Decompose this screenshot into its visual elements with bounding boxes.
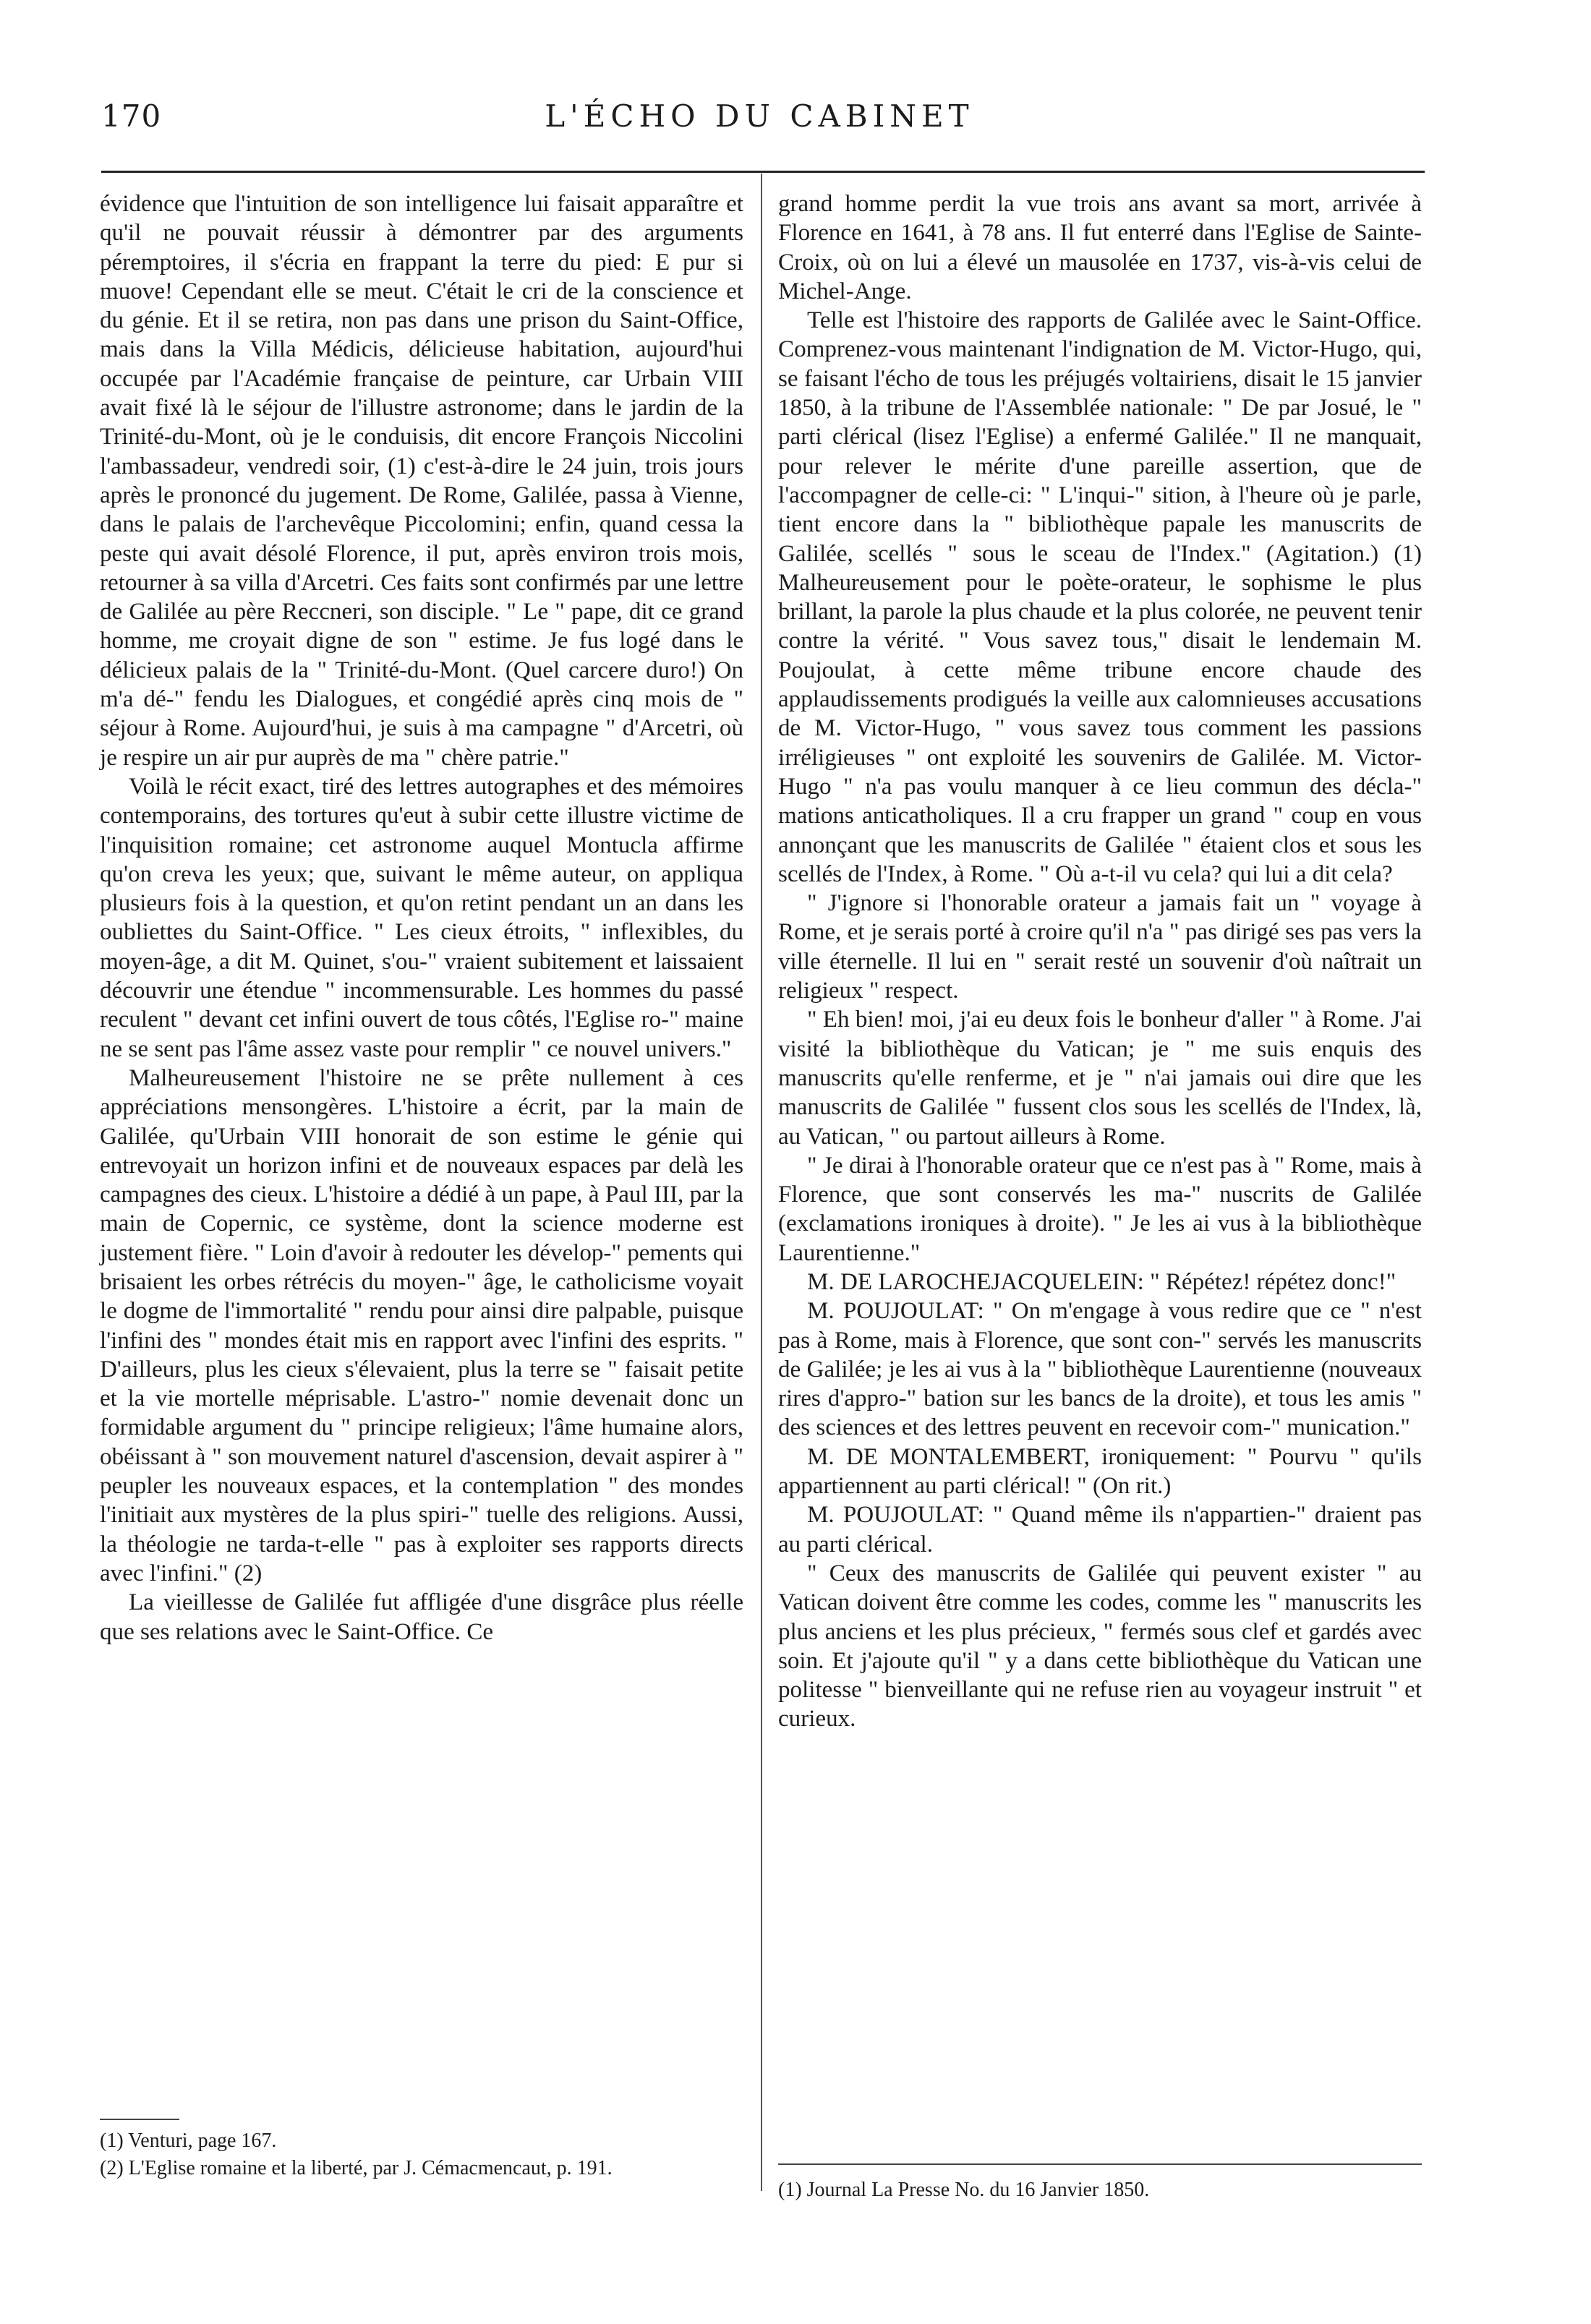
paragraph: grand homme perdit la vue trois ans avant sa mort, arrivée à Florence en 1641, à 78 ans. Il fut enterré dans l'Eglise de Sainte-Croix, où on lui a élevé un mausolée en 1737, vis-à-vis celui de Michel-Ange. bbox=[778, 191, 1422, 304]
paragraph: M. POUJOULAT: " Quand même ils n'appartien-" draient pas au parti clérical. bbox=[778, 1502, 1422, 1558]
page-header bbox=[101, 98, 1417, 149]
paragraph: " Ceux des manuscrits de Galilée qui peuvent exister " au Vatican doivent être comme les codes, comme les " manuscrits les plus anciens et les plus précieux, " fermés sous clef et gardés avec soin. Et j'ajoute qu'il " y a dans cette bibliothèque du Vatican une politesse " bienveillante qui ne refuse rien au voyageur instruit " et curieux. bbox=[778, 1560, 1422, 1733]
paragraph: M. DE LAROCHEJACQUELEIN: " Répétez! répétez donc!" bbox=[807, 1268, 1396, 1295]
footnote: (1) Venturi, page 167. bbox=[100, 2129, 277, 2152]
paragraph: Malheureusement l'histoire ne se prête nullement à ces appréciations mensongères. L'histoire a écrit, par la main de Galilée, qu'Urbain VIII honorait de son estime le génie qui entrevoyait un horizon infini et de nouveaux espaces par delà les campagnes des cieux. L'histoire a dédié à un pape, à Paul III, par la main de Copernic, ce système, dont la science moderne est justement fière. " Loin d'avoir à redouter les dévelop-" pements qui brisaient les orbes rétrécis du moyen-" âge, le catholicisme voyait le dogme de l'immortalité " rendu pour ainsi dire palpable, puisque l'infini des " mondes était mis en rapport avec l'infini des esprits. " D'ailleurs, plus les cieux s'élevaient, plus la terre se " faisait petite et la vie mortelle méprisable. L'astro-" nomie devenait donc un formidable argument du " principe religieux; l'âme humaine alors, obéissant à " son mouvement naturel d'ascension, devait aspirer à " peupler les nouveaux espaces, et la contemplation " des mondes l'initiait aux mystères de la plus spiri-" tuelle des religions. Aussi, la théologie ne tarda-t-elle " pas à exploiter ses rapports directs avec l'infini." (2) bbox=[100, 1064, 743, 1586]
footnotes-left bbox=[100, 2119, 743, 2182]
paragraph: " Je dirai à l'honorable orateur que ce n'est pas à " Rome, mais à Florence, que sont conservés les ma-" nuscrits de Galilée (exclamations ironiques à droite). " Je les ai vus à la bibliothèque Laurentienne." bbox=[778, 1152, 1422, 1266]
footnote: (2) L'Eglise romaine et la liberté, par J. Cémacmencaut, p. 191. bbox=[100, 2157, 613, 2179]
footnote: (1) Journal La Presse No. du 16 Janvier 1850. bbox=[778, 2179, 1150, 2201]
paragraph: Telle est l'histoire des rapports de Galilée avec le Saint-Office. Comprenez-vous maintenant l'indignation de M. Victor-Hugo, qui, se faisant l'écho de tous les préjugés voltairiens, disait le 15 janvier 1850, à la tribune de l'Assemblée nationale: " De par Josué, le " parti clérical (lisez l'Eglise) a enfermé Galilée." Il ne manquait, pour relever le mérite d'une pareille assertion, que de l'accompagner de celle-ci: " L'inqui-" sition, à l'heure où je parle, tient encore dans la " bibliothèque papale les manuscrits de Galilée, scellés " sous le sceau de l'Index." (Agitation.) (1) Malheureusement pour le poète-orateur, le sophisme le plus brillant, la parole la plus chaude et la plus colorée, ne peuvent tenir contre la vérité. " Vous savez tous," disait le lendemain M. Poujoulat, à cette même tribune encore chaude des applaudissements prodigués la veille aux calomnieuses accusations de M. Victor-Hugo, " vous savez tous comment les passions irréligieuses " ont exploité les souvenirs de Galilée. M. Victor-Hugo " n'a pas voulu manquer à ce lieu commun des décla-" mations anticatholiques. Il a cru frapper un grand " coup en vous annonçant que les manuscrits de Galilée " étaient clos et sous les scellés de l'Index, à Rome. " Où a-t-il vu cela? qui lui a dit cela? bbox=[778, 307, 1422, 887]
left-column bbox=[100, 189, 743, 1646]
paragraph: Voilà le récit exact, tiré des lettres autographes et des mémoires contemporains, des tortures qu'eut à subir cette illustre victime de l'inquisition romaine; cet astronome auquel Montucla affirme qu'on creva les yeux; que, suivant le même auteur, on appliqua plusieurs fois à la question, et qu'on retint pendant un an dans les oubliettes du Saint-Office. " Les cieux étroits, " inflexibles, du moyen-âge, a dit M. Quinet, s'ou-" vraient subitement et laissaient découvrir une étendue " incommensurable. Les hommes du passé reculent " devant cet infini ouvert de tous côtés, l'Eglise ro-" maine ne se sent pas l'âme assez vaste pour remplir " ce nouvel univers." bbox=[100, 773, 743, 1062]
footnote-rule bbox=[100, 2119, 179, 2120]
page-number: 170 bbox=[101, 98, 162, 134]
paragraph: évidence que l'intuition de son intelligence lui faisait apparaître et qu'il ne pouvait réussir à démontrer par des arguments péremptoires, il s'écria en frappant la terre du pied: E pur si muove! Cependant elle se meut. C'était le cri de la conscience et du génie. Et il se retira, non pas dans une prison du Saint-Office, mais dans la Villa Médicis, délicieuse habitation, aujourd'hui occupée par l'Académie française de peinture, car Urbain VIII avait fixé là le séjour de l'illustre astronome; dans le jardin de la Trinité-du-Mont, où je le conduisis, dit encore François Niccolini l'ambassadeur, vendredi soir, (1) c'est-à-dire le 24 juin, trois jours après le prononcé du jugement. De Rome, Galilée, passa à Vienne, dans le palais de l'archevêque Piccolomini; enfin, quand cessa la peste qui avait désolé Florence, il put, après environ trois mois, retourner à sa villa d'Arcetri. Ces faits sont confirmés par une lettre de Galilée au père Reccneri, son disciple. " Le " pape, dit ce grand homme, me croyait digne de son " estime. Je fus logé dans le délicieux palais de la " Trinité-du-Mont. (Quel carcere duro!) On m'a dé-" fendu les Dialogues, et congédié après cinq mois de " séjour à Rome. Aujourd'hui, je suis à ma campagne " d'Arcetri, où je respire un air pur auprès de ma " chère patrie." bbox=[100, 191, 743, 771]
paragraph: M. DE MONTALEMBERT, ironiquement: " Pourvu " qu'ils appartiennent au parti clérical! " (On rit.) bbox=[778, 1443, 1422, 1500]
footnote-rule bbox=[778, 2163, 1422, 2165]
paragraph: La vieillesse de Galilée fut affligée d'une disgrâce plus réelle que ses relations avec le Saint-Office. Ce bbox=[100, 1589, 743, 1645]
running-title: L'ÉCHO DU CABINET bbox=[545, 98, 974, 134]
paragraph: " Eh bien! moi, j'ai eu deux fois le bonheur d'aller " à Rome. J'ai visité la bibliothèque du Vatican; je " me suis enquis des manuscrits qu'elle renferme, et je " n'ai jamais oui dire que les manuscrits de Galilée " fussent clos sous les scellés de l'Index, là, au Vatican, " ou partout ailleurs à Rome. bbox=[778, 1007, 1422, 1150]
column-divider bbox=[761, 174, 762, 2191]
footnotes-right bbox=[778, 2176, 1422, 2204]
header-rule bbox=[101, 171, 1425, 173]
paragraph: M. POUJOULAT: " On m'engage à vous redire que ce " n'est pas à Rome, mais à Florence, que sont con-" servés les manuscrits de Galilée; je les ai vus à la " bibliothèque Laurentienne (nouveaux rires d'appro-" bation sur les bancs de la droite), et tous les amis " des sciences et des lettres peuvent en recevoir com-" munication." bbox=[778, 1298, 1422, 1441]
paragraph: " J'ignore si l'honorable orateur a jamais fait un " voyage à Rome, et je serais porté à croire qu'il n'a " pas dirigé ses pas vers la ville éternelle. Il lui en " serait resté un souvenir d'où naîtrait un religieux " respect. bbox=[778, 890, 1422, 1004]
right-column bbox=[778, 189, 1422, 1734]
